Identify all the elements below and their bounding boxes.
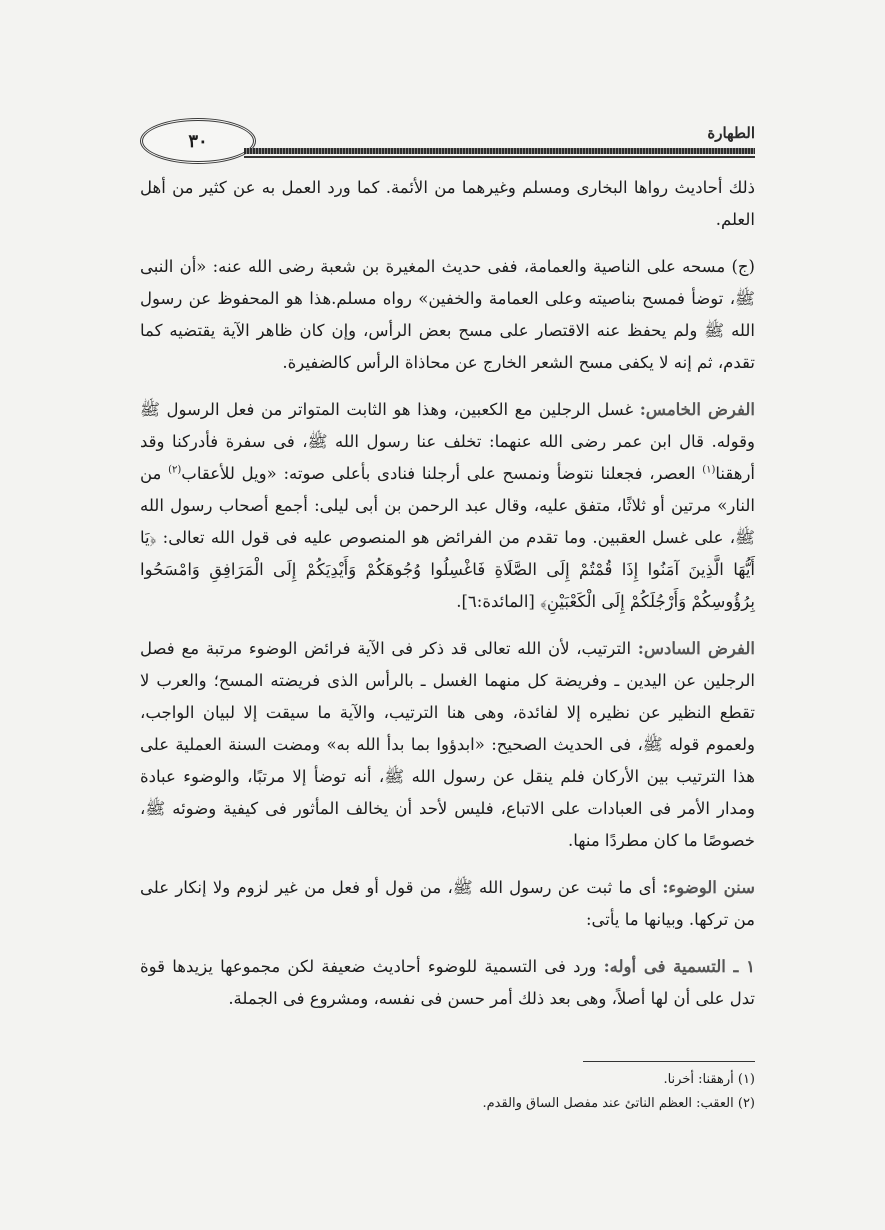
footnote-ref-1: (١) [702,464,716,476]
section-heading-tasmiya: ١ ـ التسمية فى أوله: [603,957,755,976]
paragraph-2 [140,251,755,379]
paragraph-5-text: أى ما ثبت عن رسول الله ﷺ، من قول أو فعل من غير لزوم ولا إنكار على من تركها. وبيانها ما يأتى: [140,878,755,929]
footnotes [140,1068,755,1116]
section-heading-sixth-obligation: الفرض السادس: [637,639,755,658]
footnote-rule [583,1061,755,1062]
paragraph-4 [140,633,755,857]
section-heading-fifth-obligation: الفرض الخامس: [639,400,755,419]
paragraph-3-text-c: من النار» مرتين أو ثلاثًا، متفق عليه، وقال عبد الرحمن بن أبى ليلى: أجمع أصحاب رسول الله ﷺ، على غسل العقبين. وما تقدم من الفرائض هو المنصوص عليه فى قول الله تعالى: ﴿يَا أَيُّهَا الَّذِينَ آمَنُوا إِذَا قُمْتُمْ إِلَى الصَّلَاةِ فَاغْسِلُوا وُجُوهَكُمْ وَأَيْدِيَكُمْ إِلَى الْمَرَافِقِ وَامْسَحُوا بِرُؤُوسِكُمْ وَأَرْجُلَكُمْ إِلَى الْكَعْبَيْنِ﴾ [المائدة:٦]. [140,464,755,611]
body-text [140,172,755,1030]
page-number: ٣٠ [188,130,208,152]
paragraph-3-text-a: غسل الرجلين مع الكعبين، وهذا هو الثابت المتواتر من فعل الرسول ﷺ وقوله. قال ابن عمر رضى الله عنهما: تخلف عنا رسول الله ﷺ، فى سفرة فأدركنا وقد أرهقنا [140,400,755,483]
paragraph-1-text: ذلك أحاديث رواها البخارى ومسلم وغيرهما من الأئمة. كما ورد العمل به عن كثير من أهل العلم. [140,178,755,229]
page-number-badge [140,118,256,164]
paragraph-3 [140,394,755,618]
footnote-ref-2: (٢) [168,464,182,476]
header-rule [244,148,755,154]
paragraph-3-text-b: العصر، فجعلنا نتوضأ ونمسح على أرجلنا فنادى بأعلى صوته: «ويل للأعقاب [181,464,703,483]
footnote-1: (١) أرهقنا: أخرنا. [663,1072,755,1087]
header-rule-thin [244,156,755,158]
paragraph-6 [140,951,755,1015]
chapter-title: الطهارة [707,124,755,142]
paragraph-1 [140,172,755,236]
page-header [140,118,755,166]
paragraph-4-text: الترتيب، لأن الله تعالى قد ذكر فى الآية فرائض الوضوء مرتبة مع فصل الرجلين عن اليدين ـ وفريضة كل منهما الغسل ـ بالرأس الذى فريضته المسح؛ والعرب لا تقطع النظير عن نظيره إلا لفائدة، وهى هنا الترتيب، والآية ما سيقت إلا لبيان الواجب، ولعموم قوله ﷺ، فى الحديث الصحيح: «ابدؤوا بما بدأ الله به» ومضت السنة العملية على هذا الترتيب بين الأركان فلم ينقل عن رسول الله ﷺ، أنه توضأ إلا مرتبًا، والوضوء عبادة ومدار الأمر فى العبادات على الاتباع، فليس لأحد أن يخالف المأثور فى كيفية وضوئه ﷺ، خصوصًا ما كان مطردًا منها. [140,639,755,850]
paragraph-2-text: (ج) مسحه على الناصية والعمامة، ففى حديث المغيرة بن شعبة رضى الله عنه: «أن النبى ﷺ، توضأ فمسح بناصيته وعلى العمامة والخفين» رواه مسلم.هذا هو المحفوظ عن رسول الله ﷺ ولم يحفظ عنه الاقتصار على مسح بعض الرأس، وإن كان ظاهر الآية يقتضيه كما تقدم، ثم إنه لا يكفى مسح الشعر الخارج عن محاذاة الرأس كالضفيرة. [140,257,755,372]
section-heading-wudu-sunnahs: سنن الوضوء: [662,878,755,897]
footnote-2: (٢) العقب: العظم الناتئ عند مفصل الساق والقدم. [482,1096,755,1111]
paragraph-5 [140,872,755,936]
paragraph-6-text: ورد فى التسمية للوضوء أحاديث ضعيفة لكن مجموعها يزيدها قوة تدل على أن لها أصلاً، وهى بعد ذلك أمر حسن فى نفسه، ومشروع فى الجملة. [140,957,755,1008]
